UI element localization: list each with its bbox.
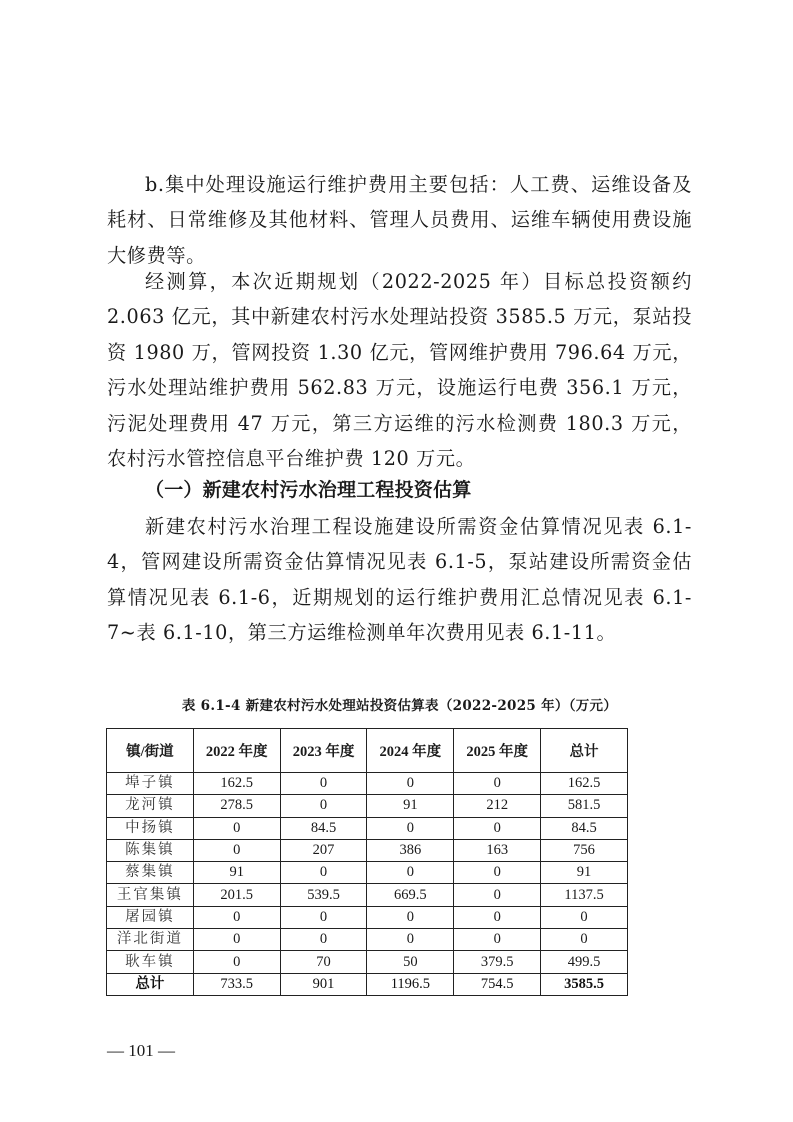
cell-value: 0 xyxy=(454,884,541,906)
table-row xyxy=(107,862,628,884)
section-heading: （一）新建农村污水治理工程投资估算 xyxy=(145,479,472,501)
header-town: 镇/街道 xyxy=(107,729,194,773)
cell-value: 91 xyxy=(193,862,280,884)
header-2022: 2022 年度 xyxy=(193,729,280,773)
cell-value: 0 xyxy=(454,929,541,951)
cell-value: 0 xyxy=(193,817,280,839)
cell-value: 212 xyxy=(454,795,541,817)
table-row xyxy=(107,884,628,906)
header-2023: 2023 年度 xyxy=(280,729,367,773)
cell-value: 70 xyxy=(280,951,367,973)
cell-value: 499.5 xyxy=(541,951,628,973)
cell-town: 蔡集镇 xyxy=(107,862,194,884)
cell-value: 162.5 xyxy=(541,773,628,795)
cell-value: 0 xyxy=(280,929,367,951)
cell-value: 84.5 xyxy=(280,817,367,839)
cell-value: 0 xyxy=(367,906,454,928)
cell-town: 洋北街道 xyxy=(107,929,194,951)
table-total-row xyxy=(107,973,628,995)
cell-value: 0 xyxy=(280,773,367,795)
paragraph-table-references: 新建农村污水治理工程设施建设所需资金估算情况见表 6.1-4，管网建设所需资金估算情况见表 6.1-5，泵站建设所需资金估算情况见表 6.1-6，近期规划的运行维护费用汇总情况见表 6.1-7~表 6.1-10，第三方运维检测单年次费用见表 6.1-11。 xyxy=(107,515,692,645)
cell-value: 0 xyxy=(454,906,541,928)
cell-total-value: 901 xyxy=(280,973,367,995)
cell-value: 50 xyxy=(367,951,454,973)
cell-value: 201.5 xyxy=(193,884,280,906)
cell-total-value: 3585.5 xyxy=(541,973,628,995)
cell-value: 0 xyxy=(367,929,454,951)
cell-total-label: 总计 xyxy=(107,973,194,995)
cell-value: 207 xyxy=(280,839,367,861)
cell-value: 539.5 xyxy=(280,884,367,906)
header-2025: 2025 年度 xyxy=(454,729,541,773)
header-total: 总计 xyxy=(541,729,628,773)
cell-total-value: 1196.5 xyxy=(367,973,454,995)
cell-total-value: 754.5 xyxy=(454,973,541,995)
investment-table xyxy=(106,728,628,996)
cell-value: 0 xyxy=(541,906,628,928)
cell-value: 84.5 xyxy=(541,817,628,839)
cell-value: 0 xyxy=(541,929,628,951)
cell-value: 0 xyxy=(367,773,454,795)
cell-value: 0 xyxy=(367,862,454,884)
table-row xyxy=(107,817,628,839)
header-2024: 2024 年度 xyxy=(367,729,454,773)
cell-town: 陈集镇 xyxy=(107,839,194,861)
cell-total-value: 733.5 xyxy=(193,973,280,995)
table-header-row xyxy=(107,729,628,773)
table-row xyxy=(107,929,628,951)
cell-value: 0 xyxy=(280,795,367,817)
cell-value: 0 xyxy=(193,906,280,928)
page-number: — 101 — xyxy=(107,1041,175,1060)
cell-value: 0 xyxy=(367,817,454,839)
cell-value: 0 xyxy=(193,929,280,951)
cell-value: 162.5 xyxy=(193,773,280,795)
paragraph-investment-summary: 经测算，本次近期规划（2022-2025 年）目标总投资额约 2.063 亿元，其中新建农村污水处理站投资 3585.5 万元，泵站投资 1980 万，管网投资 1.30 亿元，管网维护费用 796.64 万元，污水处理站维护费用 562.83 万元，设施运行电费 356.1 万元，污泥处理费用 47 万元，第三方运维的污水检测费 180.3 万元，农村污水管控信息平台维护费 120 万元。 xyxy=(107,270,692,471)
cell-value: 386 xyxy=(367,839,454,861)
cell-value: 0 xyxy=(454,862,541,884)
cell-town: 埠子镇 xyxy=(107,773,194,795)
cell-value: 0 xyxy=(280,906,367,928)
cell-town: 龙河镇 xyxy=(107,795,194,817)
cell-value: 163 xyxy=(454,839,541,861)
cell-value: 1137.5 xyxy=(541,884,628,906)
cell-value: 91 xyxy=(367,795,454,817)
table-row xyxy=(107,906,628,928)
cell-town: 中扬镇 xyxy=(107,817,194,839)
cell-value: 581.5 xyxy=(541,795,628,817)
cell-value: 379.5 xyxy=(454,951,541,973)
cell-town: 耿车镇 xyxy=(107,951,194,973)
table-row xyxy=(107,795,628,817)
cell-value: 91 xyxy=(541,862,628,884)
table-row xyxy=(107,951,628,973)
table-row xyxy=(107,773,628,795)
cell-value: 0 xyxy=(193,839,280,861)
cell-town: 王官集镇 xyxy=(107,884,194,906)
paragraph-maintenance-costs: b.集中处理设施运行维护费用主要包括：人工费、运维设备及耗材、日常维修及其他材料、管理人员费用、运维车辆使用费设施大修费等。 xyxy=(107,173,692,267)
table-row xyxy=(107,839,628,861)
cell-value: 0 xyxy=(454,773,541,795)
cell-value: 0 xyxy=(280,862,367,884)
cell-value: 0 xyxy=(454,817,541,839)
cell-town: 屠园镇 xyxy=(107,906,194,928)
cell-value: 0 xyxy=(193,951,280,973)
cell-value: 756 xyxy=(541,839,628,861)
cell-value: 278.5 xyxy=(193,795,280,817)
table-caption: 表 6.1-4 新建农村污水处理站投资估算表（2022-2025 年）（万元） xyxy=(181,698,618,714)
cell-value: 669.5 xyxy=(367,884,454,906)
